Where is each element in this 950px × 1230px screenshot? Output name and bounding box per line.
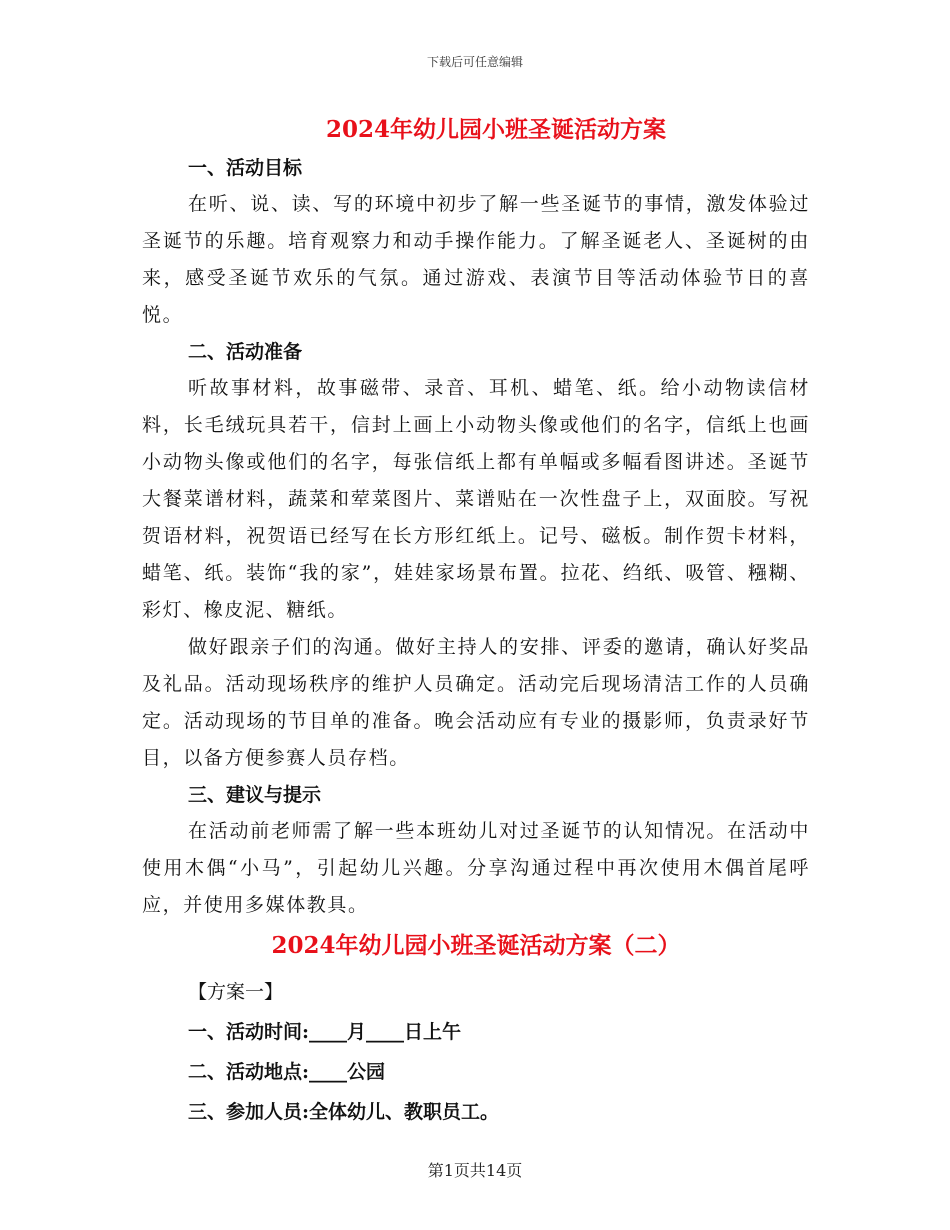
header-note: 下载后可任意编辑 [426,55,523,69]
plan-item-location: 二、活动地点:____公园 [188,1061,386,1083]
section-preparation [142,334,810,777]
plan-item-participants: 三、参加人员:全体幼儿、教职员工。 [188,1101,500,1123]
document-body [142,112,810,1132]
section-objectives [142,150,810,334]
paragraph: 做好跟亲子们的沟通。做好主持人的安排、评委的邀请，确认好奖品及礼品。活动现场秩序的维护人员确定。活动完后现场清洁工作的人员确定。活动现场的节目单的准备。晚会活动应有专业的摄影师，负责录好节目，以备方便参赛人员存档。 [142,636,810,769]
paragraph: 听故事材料，故事磁带、录音、耳机、蜡笔、纸。给小动物读信材料，长毛绒玩具若干，信封上画上小动物头像或他们的名字，信纸上也画小动物头像或他们的名字，每张信纸上都有单幅或多幅看图讲述。圣诞节大餐菜谱材料，蔬菜和荤菜图片、菜谱贴在一次性盘子上，双面胶。写祝贺语材料，祝贺语已经写在长方形红纸上。记号、磁板。制作贺卡材料，蜡笔、纸。装饰“我的家”，娃娃家场景布置。拉花、绉纸、吸管、糨糊、彩灯、橡皮泥、糖纸。 [142,377,810,621]
section-heading: 三、建议与提示 [188,784,322,806]
section-heading: 二、活动准备 [188,341,303,363]
plan-item-time: 一、活动时间:____月____日上午 [188,1021,462,1043]
section-heading: 一、活动目标 [188,157,303,179]
section-suggestions [142,777,810,924]
document-title: 2024年幼儿园小班圣诞活动方案 [325,116,666,143]
paragraph: 在活动前老师需了解一些本班幼儿对过圣诞节的认知情况。在活动中使用木偶“小马”，引起幼儿兴趣。分享沟通过程中再次使用木偶首尾呼应，并使用多媒体教具。 [142,820,810,916]
second-document-title: 2024年幼儿园小班圣诞活动方案（二） [271,932,681,959]
page-number: 第1页共14页 [427,1161,523,1180]
plan-label: 【方案一】 [188,981,284,1003]
paragraph: 在听、说、读、写的环境中初步了解一些圣诞节的事情，激发体验过圣诞节的乐趣。培育观察力和动手操作能力。了解圣诞老人、圣诞树的由来，感受圣诞节欢乐的气氛。通过游戏、表演节目等活动体验节日的喜悦。 [142,193,810,326]
